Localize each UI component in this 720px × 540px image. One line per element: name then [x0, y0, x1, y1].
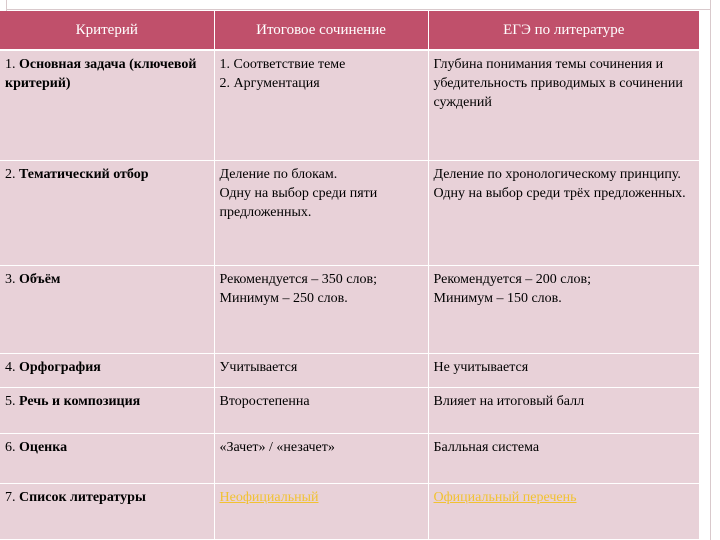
table-row	[0, 483, 699, 539]
essay-text: Одну на выбор среди пяти предложенных.	[219, 185, 378, 220]
criterion-cell	[0, 353, 214, 387]
exam-text: Минимум – 150 слов.	[433, 290, 562, 306]
table-row	[0, 265, 699, 353]
essay-text: Деление по блокам.	[219, 166, 338, 182]
header-final-essay: Итоговое сочинение	[214, 11, 428, 50]
exam-cell: Влияет на итоговый балл	[428, 387, 699, 433]
essay-text: Минимум – 250 слов.	[219, 290, 348, 306]
exam-cell: Деление по хронологическому принципу. Одну на выбор среди трёх предложенных.	[428, 160, 699, 265]
criterion-number: 7.	[5, 489, 19, 505]
table-header-row	[0, 11, 699, 50]
criterion-number: 5.	[5, 393, 19, 409]
criterion-cell	[0, 387, 214, 433]
criterion-label: Список литературы	[19, 489, 146, 505]
criterion-label: Речь и композиция	[19, 393, 141, 409]
essay-text: 2. Аргументация	[219, 76, 320, 91]
criterion-number: 1.	[5, 57, 19, 72]
exam-cell: Глубина понимания темы сочинения и убедительность приводимых в сочинении суждений	[428, 50, 699, 160]
exam-cell	[428, 483, 699, 539]
essay-cell	[214, 160, 428, 265]
criterion-label: Оценка	[19, 439, 68, 455]
table-row	[0, 160, 699, 265]
criterion-cell	[0, 50, 214, 160]
criterion-label: Орфография	[19, 359, 101, 375]
criterion-number: 6.	[5, 439, 19, 455]
essay-cell: Учитывается	[214, 353, 428, 387]
criterion-label: Основная задача (ключевой критерий)	[5, 57, 197, 91]
essay-cell	[214, 483, 428, 539]
unofficial-link[interactable]: Неофициальный	[219, 489, 319, 505]
criterion-label: Объём	[19, 271, 61, 287]
criterion-cell	[0, 433, 214, 483]
header-exam-literature: ЕГЭ по литературе	[428, 11, 699, 50]
criterion-label: Тематический отбор	[19, 166, 149, 182]
essay-cell: Второстепенна	[214, 387, 428, 433]
header-criterion: Критерий	[0, 11, 214, 50]
table-row	[0, 353, 699, 387]
criterion-number: 4.	[5, 359, 19, 375]
essay-cell: «Зачет» / «незачет»	[214, 433, 428, 483]
table-row	[0, 433, 699, 483]
criterion-number: 2.	[5, 166, 19, 182]
essay-cell	[214, 265, 428, 353]
exam-cell: Балльная система	[428, 433, 699, 483]
criterion-cell	[0, 160, 214, 265]
criterion-number: 3.	[5, 271, 19, 287]
comparison-table	[0, 11, 699, 540]
exam-cell: Не учитывается	[428, 353, 699, 387]
slide-frame-right	[710, 0, 711, 540]
exam-text: Рекомендуется – 200 слов;	[433, 271, 591, 287]
table-row	[0, 387, 699, 433]
essay-cell	[214, 50, 428, 160]
slide-frame-top	[6, 9, 711, 10]
criterion-cell	[0, 265, 214, 353]
exam-cell	[428, 265, 699, 353]
essay-text: 1. Соответствие теме	[219, 57, 346, 72]
official-list-link[interactable]: Официальный перечень	[433, 489, 577, 505]
essay-text: Рекомендуется – 350 слов;	[219, 271, 377, 287]
table-row	[0, 50, 699, 160]
criterion-cell	[0, 483, 214, 539]
